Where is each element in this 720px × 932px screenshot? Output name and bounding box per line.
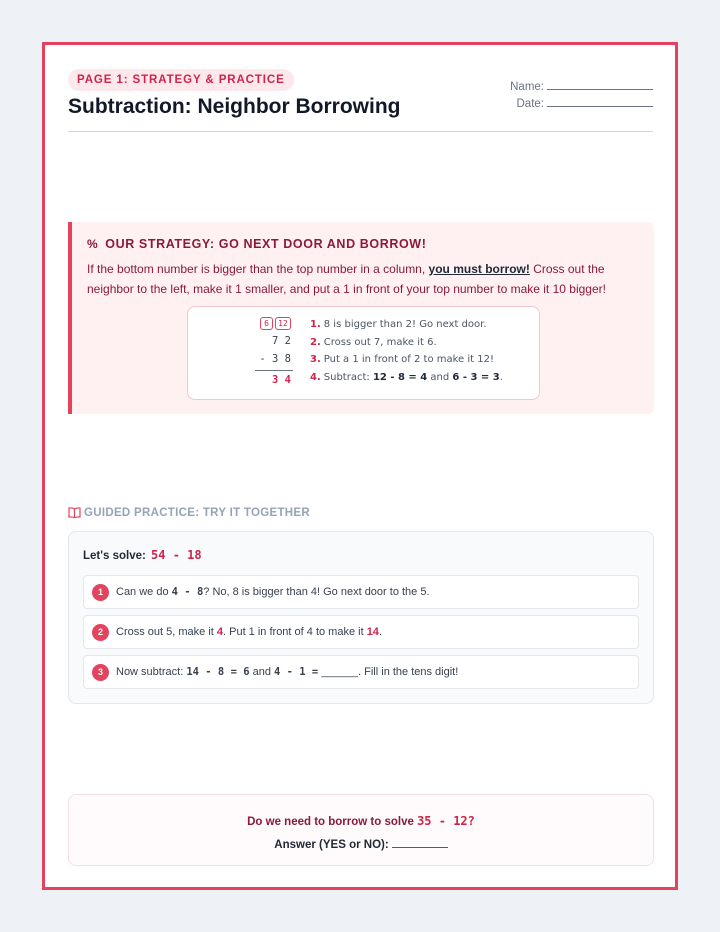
borrow-ones: 12 — [275, 317, 291, 330]
strategy-heading: % OUR STRATEGY: GO NEXT DOOR AND BORROW! — [87, 237, 427, 251]
step-badge: 1 — [92, 584, 109, 601]
tens-digit-blank[interactable]: ______. Fill in the tens digit! — [318, 666, 459, 678]
strategy-text: If the bottom number is bigger than the top number in a column, you must borrow! Cross out the neighbor to the left, make it 1 smaller, and put a 1 in front of your top number to make it 10 bigger! — [87, 262, 606, 296]
worksheet-page — [42, 42, 678, 890]
example-step: 3. Put a 1 in front of 2 to make it 12! — [310, 354, 494, 366]
header-divider — [68, 131, 653, 132]
question-problem: 35 - 12? — [417, 814, 475, 828]
guided-step-card: 3 Now subtract: 14 - 8 = 6 and 4 - 1 = ______. Fill in the tens digit! — [83, 655, 639, 689]
answer-blank[interactable] — [392, 838, 448, 848]
name-label: Name: — [510, 81, 544, 93]
strategy-emphasis: you must borrow! — [428, 262, 530, 276]
name-date-block — [453, 79, 653, 113]
name-line[interactable] — [547, 79, 653, 90]
answer-line — [255, 370, 293, 371]
example-answer: 3 4 — [272, 374, 291, 386]
practice-problem: 54 - 18 — [151, 548, 202, 562]
date-label: Date: — [516, 98, 544, 110]
answer-row: Answer (YES or NO): — [69, 838, 653, 851]
guided-heading: GUIDED PRACTICE: TRY IT TOGETHER — [68, 507, 310, 519]
guided-practice-box — [68, 531, 654, 704]
guided-step-card: 2 Cross out 5, make it 4. Put 1 in front of 4 to make it 14. — [83, 615, 639, 649]
guided-step-card: 1 Can we do 4 - 8? No, 8 is bigger than 4! Go next door to the 5. — [83, 575, 639, 609]
example-card — [187, 306, 540, 400]
check-question-box — [68, 794, 654, 866]
borrow-marks — [258, 317, 291, 330]
example-step: 2. Cross out 7, make it 6. — [310, 336, 437, 348]
book-icon — [68, 507, 81, 518]
bottom-number: - 3 8 — [259, 353, 291, 365]
borrow-tens: 6 — [260, 317, 273, 330]
name-field[interactable] — [453, 79, 653, 96]
step-badge: 3 — [92, 664, 109, 681]
example-step: 1. 8 is bigger than 2! Go next door. — [310, 319, 487, 330]
page-tag: PAGE 1: STRATEGY & PRACTICE — [68, 69, 294, 91]
date-field[interactable] — [453, 96, 653, 113]
example-steps — [310, 319, 503, 390]
date-line[interactable] — [547, 96, 653, 107]
strategy-box — [68, 222, 654, 414]
question-prompt: Do we need to borrow to solve 35 - 12? — [247, 814, 475, 828]
percent-icon: % — [87, 237, 99, 251]
step-badge: 2 — [92, 624, 109, 641]
example-step: 4. Subtract: 12 - 8 = 4 and 6 - 3 = 3. — [310, 372, 503, 384]
top-number: 7 2 — [272, 335, 291, 347]
solve-line: Let's solve: 54 - 18 — [83, 548, 202, 562]
page-title: Subtraction: Neighbor Borrowing — [68, 95, 401, 118]
